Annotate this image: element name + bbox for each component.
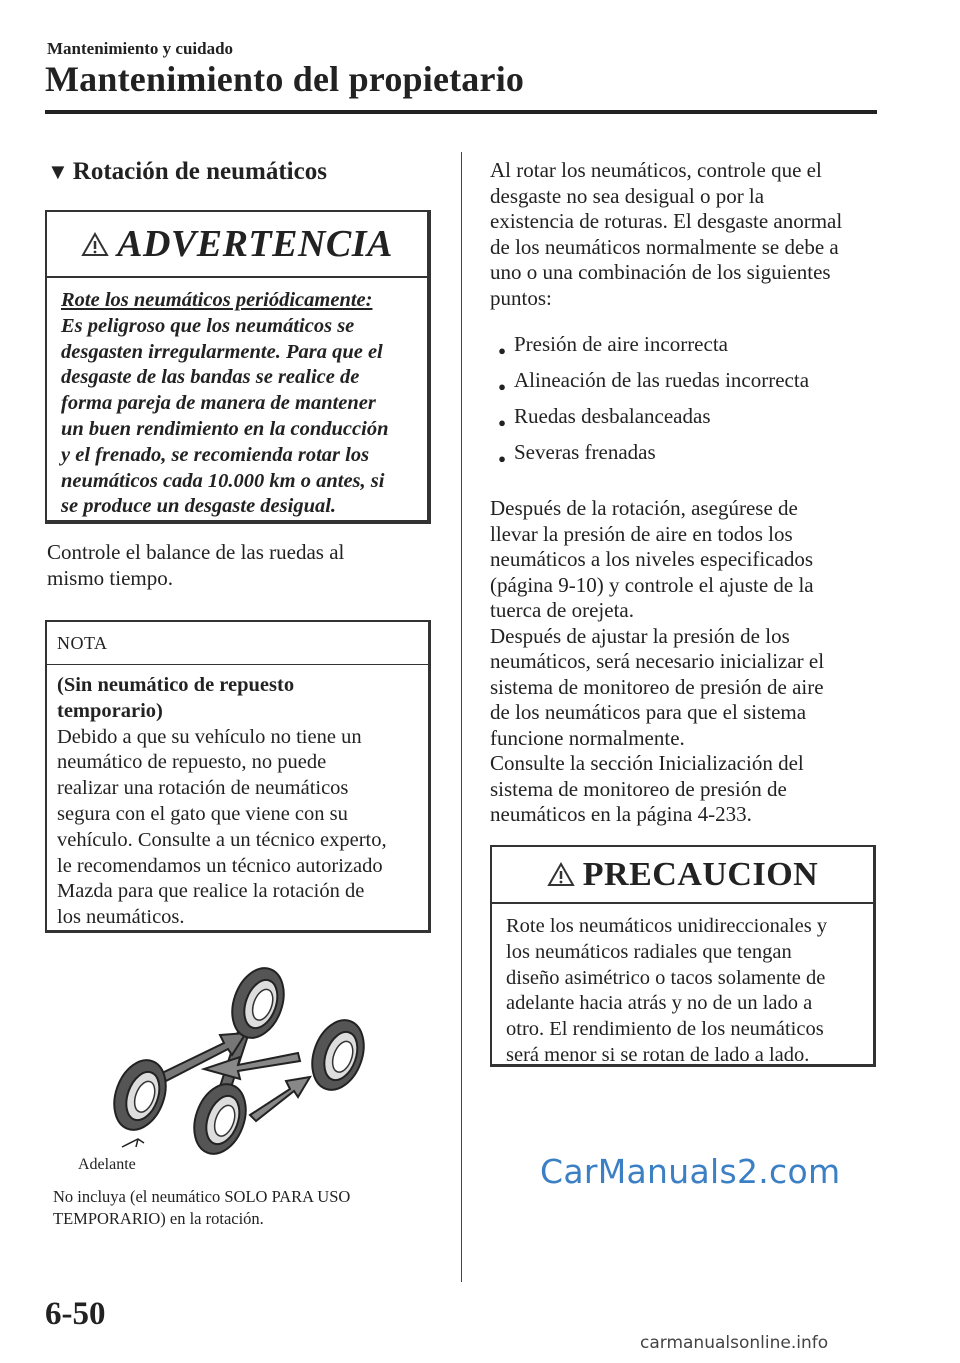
forward-pointer-icon [122, 1139, 144, 1147]
paragraph-line: neumáticos a los niveles especificados [490, 547, 814, 571]
list-item [490, 440, 880, 476]
paragraph-line: funcione normalmente. [490, 725, 685, 750]
note-line: le recomendamos un técnico autorizado [57, 854, 383, 877]
paragraph-line: uno o una combinación de los siguientes [490, 260, 831, 284]
warning-line: forma pareja de manera de mantener [61, 392, 376, 415]
rotation-arrow [250, 1077, 310, 1121]
caution-title: PRECAUCION [582, 855, 819, 893]
caution-header [492, 847, 873, 904]
caution-triangle-icon [547, 862, 575, 887]
warning-line: desgaste de las bandas se realice de [61, 366, 360, 389]
rotation-arrow [204, 1053, 300, 1079]
page-title: Mantenimiento del propietario [45, 59, 525, 99]
warning-line: se produce un desgaste desigual. [61, 495, 337, 518]
page-number: 6-50 [45, 1296, 106, 1332]
paragraph-line: Consulte la sección Inicialización del [490, 751, 804, 775]
list-item [490, 332, 880, 368]
paragraph-line: tuerca de orejeta. [490, 598, 634, 622]
note-line: Debido a que su vehículo no tiene un [57, 725, 362, 748]
note-line: Mazda para que realice la rotación de [57, 880, 365, 903]
paragraph-line: neumáticos en la página 4-233. [490, 802, 752, 826]
tire [223, 961, 293, 1045]
list-item-text: Ruedas desbalanceadas [514, 404, 711, 428]
note-line: neumático de repuesto, no puede [57, 751, 327, 774]
caution-line: otro. El rendimiento de los neumáticos [506, 1018, 824, 1041]
caution-line: los neumáticos radiales que tengan [506, 940, 792, 963]
figure-caption [53, 1186, 433, 1229]
warning-body [47, 278, 427, 520]
wear-intro [490, 158, 880, 311]
column-divider [461, 152, 462, 1282]
header-rule [45, 110, 877, 114]
tire-rotation-illustration [100, 955, 380, 1155]
balance-paragraph [47, 540, 427, 591]
section-heading [47, 158, 327, 186]
paragraph-line: sistema de monitoreo de presión de [490, 776, 787, 801]
paragraph-line: de los neumáticos para que el sistema [490, 700, 807, 724]
list-item-text: Presión de aire incorrecta [514, 332, 728, 356]
list-item-text: Severas frenadas [514, 440, 656, 464]
note-title: NOTA [57, 632, 108, 653]
tire [105, 1053, 175, 1137]
note-box [45, 620, 431, 933]
forward-label: Adelante [78, 1156, 136, 1173]
wear-causes-list [490, 332, 880, 476]
warning-triangle-icon [81, 232, 109, 257]
footer-site: carmanualsonline.info [640, 1333, 829, 1353]
paragraph-line: de los neumáticos normalmente se debe a [490, 234, 839, 259]
warning-line: desgasten irregularmente. Para que el [61, 340, 383, 363]
paragraph-line: existencia de roturas. El desgaste anormal [490, 209, 843, 233]
paragraph-line: Después de la rotación, asegúrese de [490, 496, 798, 520]
section-label: Mantenimiento y cuidado [47, 39, 234, 58]
section-heading-text: Rotación de neumáticos [72, 158, 327, 185]
paragraph-line: mismo tiempo. [47, 565, 173, 590]
caption-line: TEMPORARIO) en la rotación. [53, 1208, 264, 1228]
paragraph-line: Al rotar los neumáticos, controle que el [490, 158, 822, 182]
paragraph-line: desgaste no sea desigual o por la [490, 183, 765, 208]
list-item [490, 368, 880, 404]
warning-line: neumáticos cada 10.000 km o antes, si [61, 469, 385, 492]
note-line: los neumáticos. [57, 906, 185, 929]
paragraph-line: Después de ajustar la presión de los [490, 623, 790, 648]
triangle-down-icon: ▼ [47, 159, 69, 184]
caution-box [490, 845, 876, 1067]
paragraph-line: (página 9-10) y controle el ajuste de la [490, 572, 814, 597]
paragraph-line: puntos: [490, 285, 552, 310]
paragraph-line: sistema de monitoreo de presión de aire [490, 674, 824, 699]
note-line: segura con el gato que viene con su [57, 802, 348, 825]
tire [185, 1077, 255, 1155]
bullet-icon: ● [498, 451, 506, 466]
bullet-icon: ● [498, 379, 506, 394]
note-subtitle: temporario) [57, 699, 163, 722]
paragraph-line: Controle el balance de las ruedas al [47, 540, 345, 564]
note-subtitle: (Sin neumático de repuesto [57, 674, 295, 696]
caption-line: No incluya (el neumático SOLO PARA USO [53, 1187, 351, 1206]
note-body [47, 665, 428, 931]
caution-line: será menor si se rotan de lado a lado. [506, 1043, 810, 1066]
warning-box [45, 210, 431, 524]
warning-lead: Rote los neumáticos periódicamente: [61, 289, 373, 311]
warning-title: ADVERTENCIA [117, 223, 393, 265]
note-header [47, 622, 428, 665]
list-item-text: Alineación de las ruedas incorrecta [514, 368, 810, 392]
caution-line: diseño asimétrico o tacos solamente de [506, 966, 826, 989]
after-rotation-paragraph [490, 496, 880, 828]
bullet-icon: ● [498, 415, 506, 430]
caution-line: Rote los neumáticos unidireccionales y [506, 915, 828, 937]
note-line: realizar una rotación de neumáticos [57, 777, 349, 800]
watermark-logo: CarManuals2.com [540, 1152, 841, 1191]
caution-line: adelante hacia atrás y no de un lado a [506, 992, 813, 1015]
tire [303, 1013, 373, 1097]
caution-body [492, 904, 873, 1069]
warning-line: Es peligroso que los neumáticos se [61, 314, 355, 337]
paragraph-line: neumáticos, será necesario inicializar el [490, 649, 825, 673]
list-item [490, 404, 880, 440]
warning-header [47, 212, 427, 278]
paragraph-line: llevar la presión de aire en todos los [490, 521, 793, 546]
bullet-icon: ● [498, 343, 506, 358]
warning-line: y el frenado, se recomienda rotar los [61, 443, 370, 466]
note-line: vehículo. Consulte a un técnico experto, [57, 828, 387, 851]
warning-line: un buen rendimiento en la conducción [61, 417, 389, 440]
